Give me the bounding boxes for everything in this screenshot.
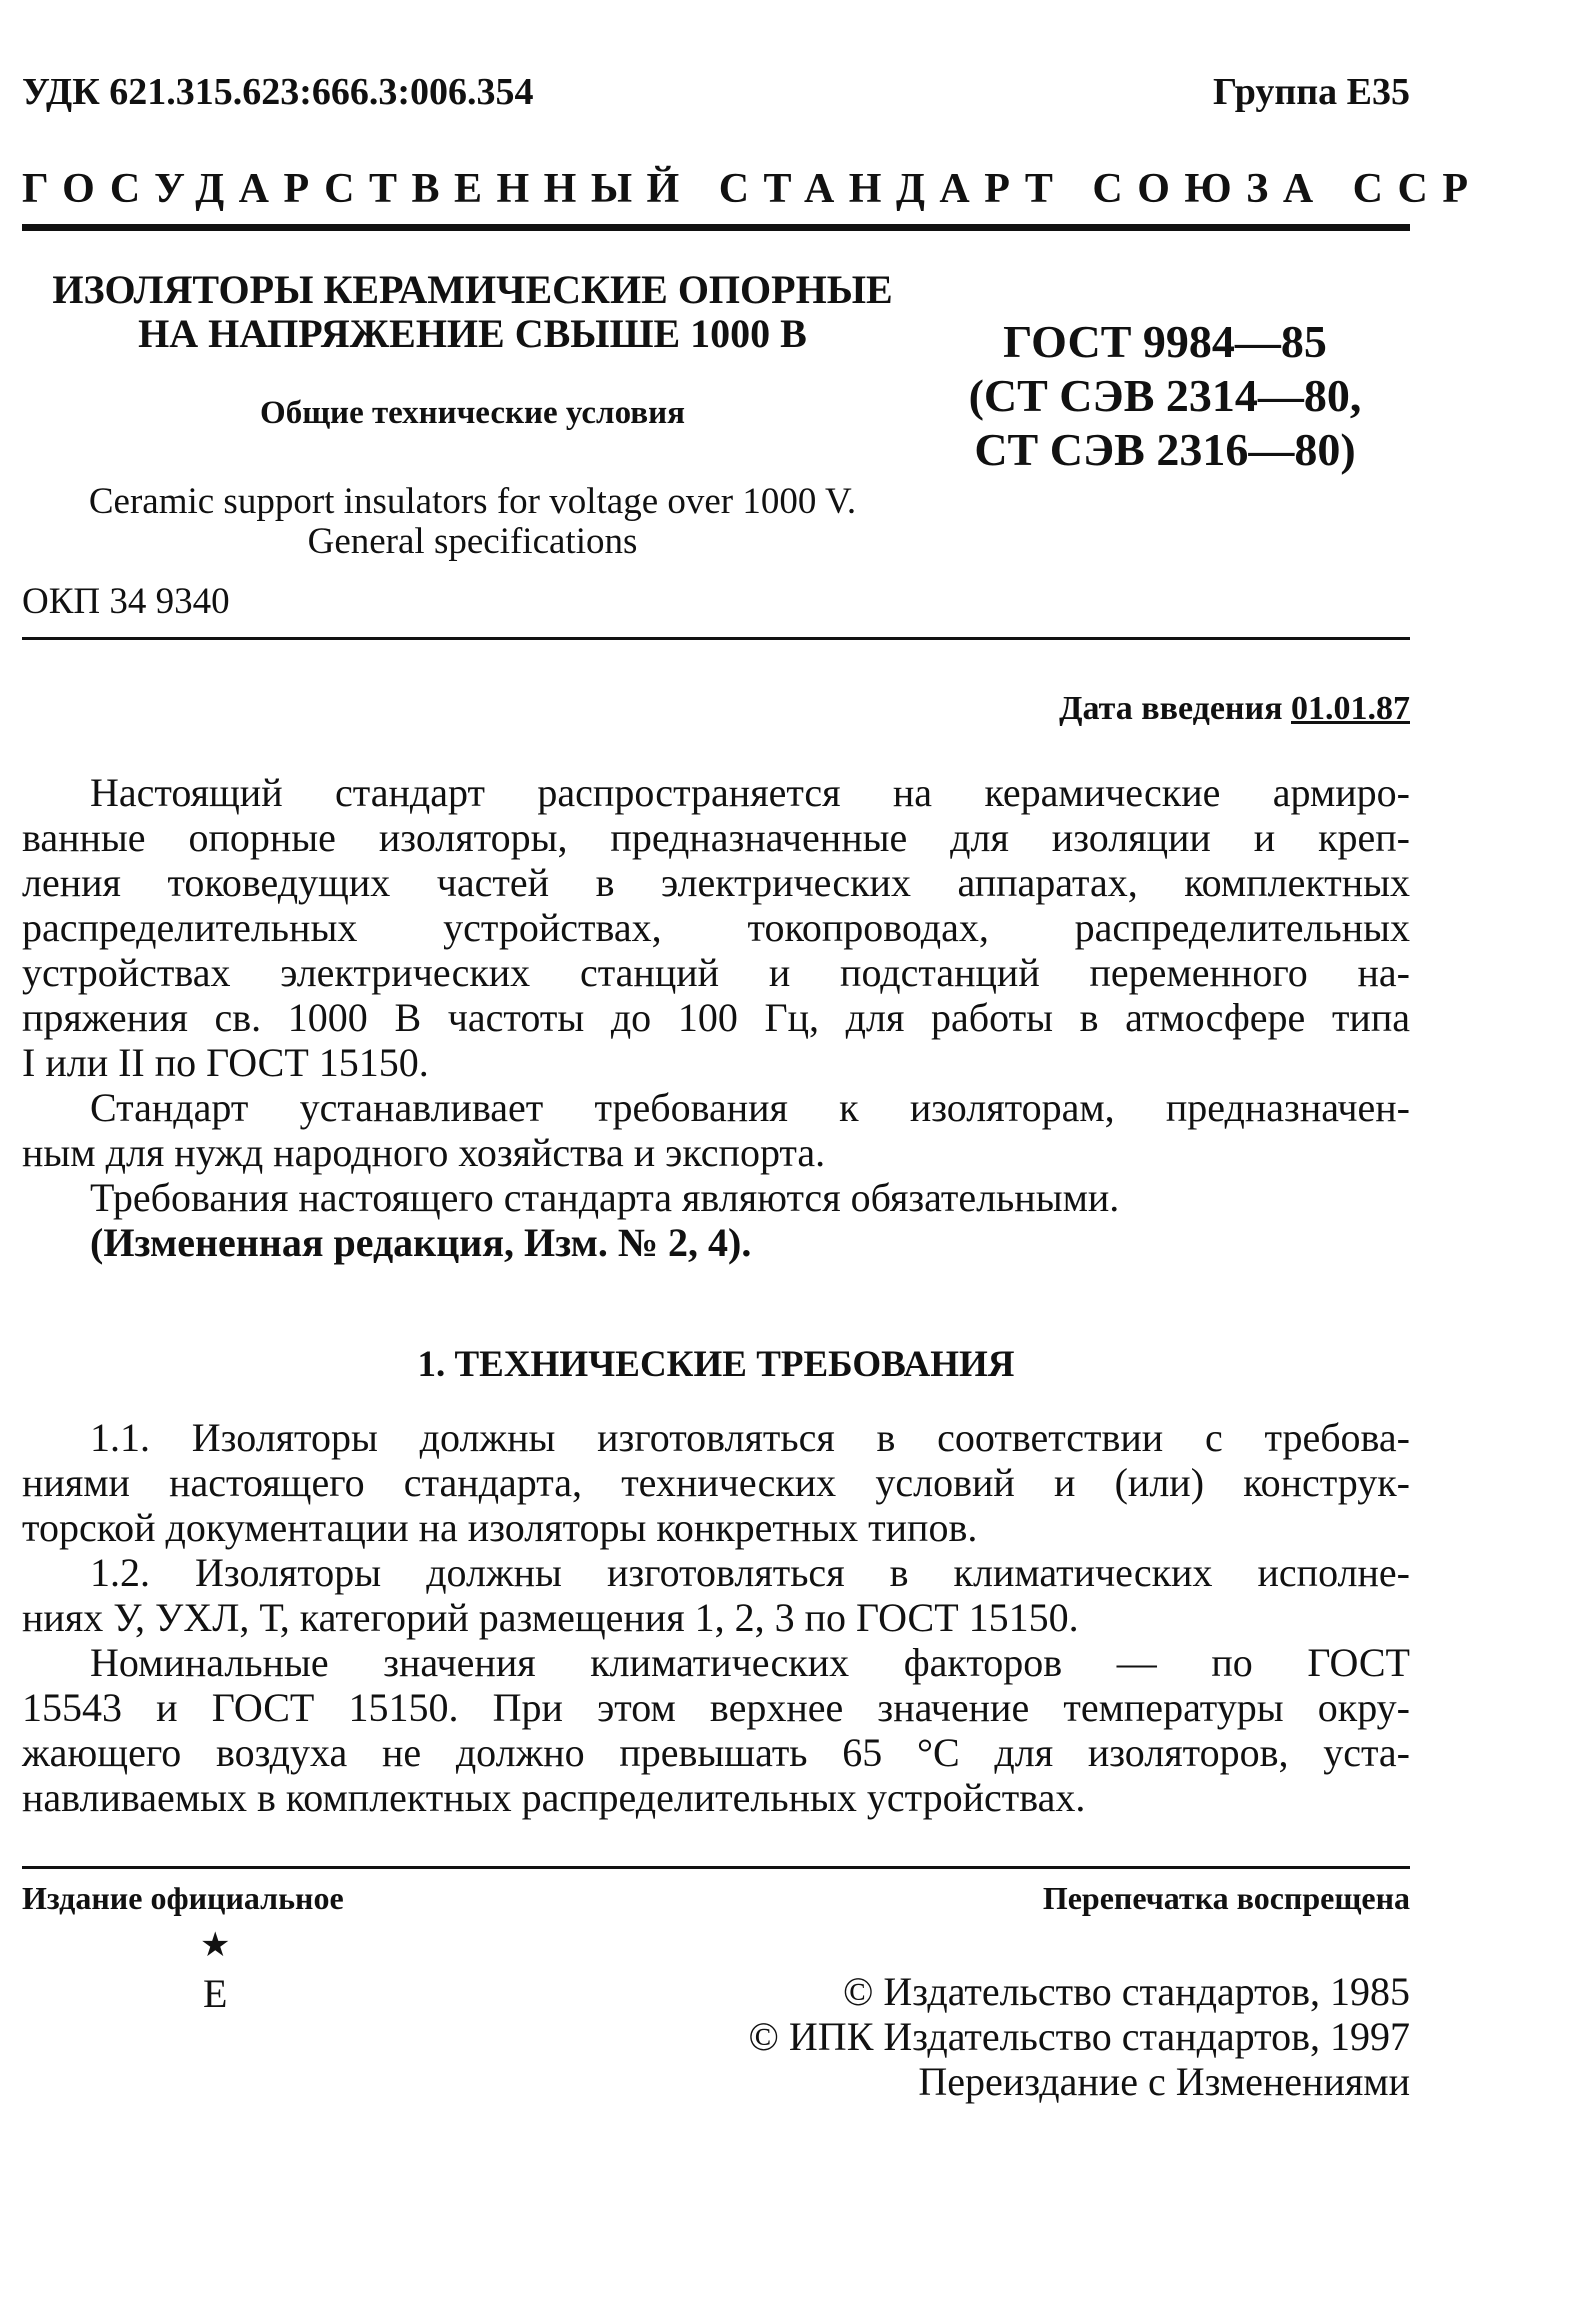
clause-1-2-continuation-line: Номинальные значения климатических факторов — по ГОСТ — [90, 1640, 1410, 1685]
group-code: Группа Е35 — [1212, 71, 1410, 113]
copyright-1985: © Издательство стандартов, 1985 — [842, 1969, 1410, 2014]
clause-1-1-line: 1.1. Изоляторы должны изготовляться в соответствии с требова- — [90, 1415, 1410, 1460]
intro-date — [1059, 690, 1410, 728]
paragraph-line: устройствах электрических станций и подстанций переменного на- — [22, 950, 1410, 995]
clause-1-2-continuation-line: навливаемых в комплектных распределительных устройствах. — [22, 1775, 1086, 1820]
english-title-line-1: Ceramic support insulators for voltage over 1000 V. — [88, 481, 857, 522]
star-icon: ★ — [200, 1927, 231, 1964]
clause-1-2-line: 1.2. Изоляторы должны изготовляться в климатических исполне- — [90, 1550, 1410, 1595]
clause-1-2-continuation-line: жающего воздуха не должно превышать 65 °С для изоляторов, уста- — [22, 1730, 1410, 1775]
okp-code: ОКП 34 9340 — [22, 581, 230, 622]
section-title: 1. ТЕХНИЧЕСКИЕ ТРЕБОВАНИЯ — [417, 1344, 1015, 1385]
paragraph-line: ления токоведущих частей в электрических аппаратах, комплектных — [22, 860, 1410, 905]
edition-letter: Е — [203, 1971, 228, 2016]
paragraph-line: ным для нужд народного хозяйства и экспорта. — [22, 1130, 826, 1175]
header-rule — [22, 224, 1410, 231]
paragraph-line: Стандарт устанавливает требования к изоляторам, предназначен- — [90, 1085, 1410, 1130]
official-edition: Издание официальное — [22, 1880, 344, 1916]
st-sev-line-2: СТ СЭВ 2316—80) — [974, 424, 1356, 475]
title-rule — [22, 637, 1410, 640]
clause-1-1-line: ниями настоящего стандарта, технических условий и (или) конструк- — [22, 1460, 1410, 1505]
paragraph-line: Настоящий стандарт распространяется на керамические армиро- — [90, 770, 1410, 815]
copyright-1997: © ИПК Издательство стандартов, 1997 — [748, 2014, 1410, 2059]
intro-date-label: Дата введения — [1059, 690, 1283, 727]
paragraph-line: I или II по ГОСТ 15150. — [22, 1040, 429, 1085]
state-standard-heading: ГОСУДАРСТВЕННЫЙ СТАНДАРТ СОЮЗА ССР — [22, 166, 1483, 212]
title-line-1: ИЗОЛЯТОРЫ КЕРАМИЧЕСКИЕ ОПОРНЫЕ — [52, 267, 893, 312]
clause-1-2-line: ниях У, УХЛ, Т, категорий размещения 1, 2, 3 по ГОСТ 15150. — [22, 1595, 1079, 1640]
intro-date-value: 01.01.87 — [1291, 690, 1410, 727]
paragraph-line: ванные опорные изоляторы, предназначенные для изоляции и креп- — [22, 815, 1410, 860]
gost-number: ГОСТ 9984—85 — [1003, 316, 1327, 367]
amendment-note: (Измененная редакция, Изм. № 2, 4). — [90, 1220, 752, 1265]
paragraph-line: пряжения св. 1000 В частоты до 100 Гц, для работы в атмосфере типа — [22, 995, 1410, 1040]
reprint-prohibited: Перепечатка воспрещена — [1042, 1880, 1410, 1916]
paragraph-line: Требования настоящего стандарта являются обязательными. — [90, 1175, 1120, 1220]
english-title-line-2: General specifications — [307, 521, 638, 562]
reissue-note: Переиздание с Изменениями — [918, 2059, 1410, 2104]
udk-code: УДК 621.315.623:666.3:006.354 — [22, 71, 534, 113]
clause-1-2-continuation-line: 15543 и ГОСТ 15150. При этом верхнее значение температуры окру- — [22, 1685, 1410, 1730]
st-sev-line-1: (СТ СЭВ 2314—80, — [968, 370, 1362, 421]
paragraph-line: распределительных устройствах, токопроводах, распределительных — [22, 905, 1410, 950]
title-line-2: НА НАПРЯЖЕНИЕ СВЫШЕ 1000 В — [138, 311, 807, 356]
subtitle: Общие технические условия — [260, 395, 685, 431]
footer-rule — [22, 1866, 1410, 1869]
clause-1-1-line: торской документации на изоляторы конкретных типов. — [22, 1505, 978, 1550]
